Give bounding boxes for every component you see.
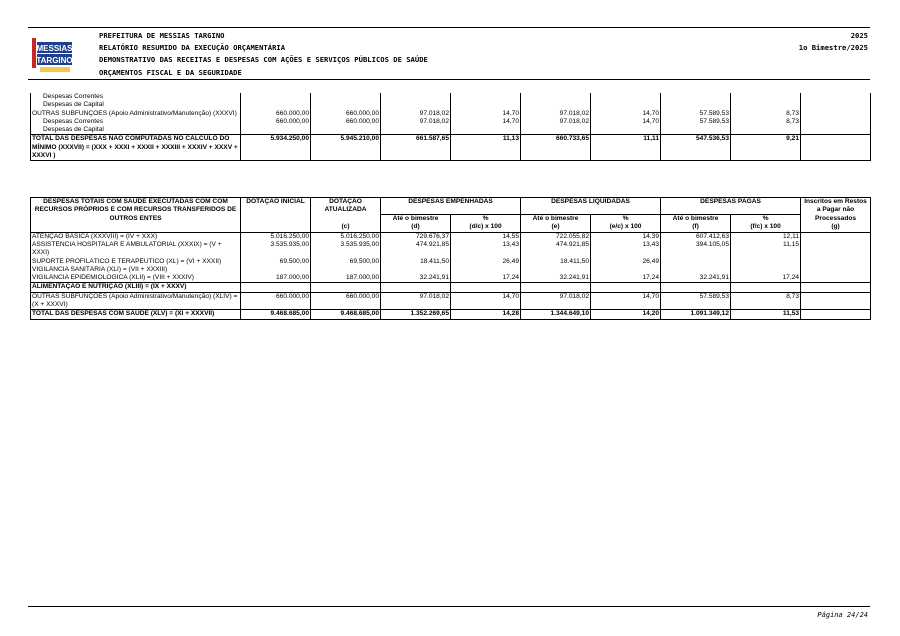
report-title: RELATÓRIO RESUMIDO DA EXECUÇÃO ORÇAMENTÁRIA	[99, 43, 286, 52]
row-value: 474.921,85	[521, 241, 591, 258]
row-value	[801, 118, 871, 126]
row-value	[311, 266, 381, 274]
row-value	[661, 258, 731, 266]
row-value	[381, 126, 451, 135]
row-value	[521, 266, 591, 274]
row-value	[661, 126, 731, 135]
row-value: 187.000,00	[241, 274, 311, 283]
row-value: 187.000,00	[311, 274, 381, 283]
row-value: 14,70	[451, 292, 521, 310]
row-value: 97.018,02	[521, 110, 591, 118]
footer-rule	[28, 606, 870, 607]
total-value	[801, 310, 871, 319]
row-value	[521, 101, 591, 109]
table-row	[31, 274, 871, 283]
total-row	[31, 135, 871, 161]
header-updated-code: (c)	[311, 215, 381, 233]
row-value	[311, 93, 381, 101]
row-label: OUTRAS SUBFUNÇÕES (Apoio Administrativo/Manutenção) (XXXVI)	[31, 110, 241, 118]
total-value: 547.536,53	[661, 135, 731, 161]
table-row	[31, 93, 871, 101]
total-health-expenses-table	[30, 197, 871, 320]
row-value: 14,70	[591, 110, 661, 118]
page-number: Página 24/24	[817, 611, 868, 619]
row-value: 660.000,00	[311, 118, 381, 126]
row-value	[521, 283, 591, 292]
row-value: 13,43	[451, 241, 521, 258]
total-row	[31, 310, 871, 319]
report-year: 2025	[850, 31, 868, 40]
row-label: SUPORTE PROFILÁTICO E TERAPÊUTICO (XL) = (VI + XXXII)	[31, 258, 241, 266]
table-row	[31, 126, 871, 135]
row-value: 722.055,82	[521, 232, 591, 241]
row-value: 729.676,37	[381, 232, 451, 241]
non-computed-expenses-table	[30, 93, 871, 161]
total-value: 11,53	[731, 310, 801, 319]
row-value	[451, 93, 521, 101]
row-value	[591, 93, 661, 101]
row-value: 394.105,05	[661, 241, 731, 258]
table-row	[31, 241, 871, 258]
row-value: 8,73	[731, 292, 801, 310]
row-value: 11,15	[731, 241, 801, 258]
table-row	[31, 110, 871, 118]
row-value	[241, 283, 311, 292]
row-value	[381, 283, 451, 292]
row-value	[661, 101, 731, 109]
row-label: ASSISTÊNCIA HOSPITALAR E AMBULATORIAL (XXXIX) = (V + XXXI)	[31, 241, 241, 258]
header-code-ec: (e/c) x 100	[591, 223, 661, 232]
table-row	[31, 266, 871, 274]
row-value	[241, 126, 311, 135]
row-label: Despesas Correntes	[31, 93, 241, 101]
row-value	[381, 266, 451, 274]
row-value: 97.018,02	[381, 110, 451, 118]
total-label: TOTAL DAS DESPESAS COM SAÚDE (XLV) = (XI + XXXVII)	[31, 310, 241, 319]
row-value: 660.000,00	[311, 292, 381, 310]
row-value	[801, 283, 871, 292]
row-value: 18.411,50	[521, 258, 591, 266]
row-value: 18.411,50	[381, 258, 451, 266]
row-value: 97.018,02	[521, 292, 591, 310]
row-value	[521, 93, 591, 101]
header-committed-pct: %	[451, 215, 521, 224]
row-value	[731, 266, 801, 274]
row-label: VIGILÂNCIA EPIDEMIOLÓGICA (XLII) = (VIII + XXXIV)	[31, 274, 241, 283]
table-row	[31, 258, 871, 266]
municipal-logo	[30, 34, 74, 74]
row-value: 607.412,63	[661, 232, 731, 241]
row-value	[591, 101, 661, 109]
row-value: 474.921,85	[381, 241, 451, 258]
row-value	[311, 101, 381, 109]
total-value: 11,11	[591, 135, 661, 161]
row-value: 97.018,02	[381, 118, 451, 126]
row-value: 32.241,91	[381, 274, 451, 283]
header-paid-pct: %	[731, 215, 801, 224]
row-value: 97.018,02	[381, 292, 451, 310]
total-value: 9.468.685,00	[241, 310, 311, 319]
row-value: 57.589,53	[661, 118, 731, 126]
header-bottom-rule	[28, 79, 870, 80]
row-value	[451, 126, 521, 135]
row-value	[311, 126, 381, 135]
row-value: 8,73	[731, 110, 801, 118]
total-value: 1.344.649,10	[521, 310, 591, 319]
row-value: 3.535.935,00	[311, 241, 381, 258]
row-label: Despesas Correntes	[31, 118, 241, 126]
total-value: 5.945.210,00	[311, 135, 381, 161]
org-name: PREFEITURA DE MESSIAS TARGINO	[99, 31, 225, 40]
table-row	[31, 292, 871, 310]
total-value: 11,13	[451, 135, 521, 161]
row-value	[801, 110, 871, 118]
table-row	[31, 232, 871, 241]
row-label: VIGILÂNCIA SANITÁRIA (XLI) = (VII + XXXIII)	[31, 266, 241, 274]
row-value	[801, 101, 871, 109]
table-row	[31, 118, 871, 126]
svg-text:TARGINO: TARGINO	[36, 56, 73, 65]
row-value: 660.000,00	[311, 110, 381, 118]
row-value: 26,49	[451, 258, 521, 266]
total-value	[801, 135, 871, 161]
row-value	[731, 126, 801, 135]
row-value: 17,24	[731, 274, 801, 283]
row-value	[451, 266, 521, 274]
row-value	[801, 241, 871, 258]
header-updated-allocation: DOTAÇÃO ATUALIZADA	[311, 198, 381, 215]
row-value: 17,24	[451, 274, 521, 283]
row-value: 69.500,00	[311, 258, 381, 266]
header-code-d: (d)	[381, 223, 451, 232]
header-settled: DESPESAS LIQUIDADAS	[521, 198, 661, 215]
row-value	[731, 101, 801, 109]
total-value: 1.352.269,65	[381, 310, 451, 319]
header-paid: DESPESAS PAGAS	[661, 198, 801, 215]
header-committed-ytd: Até o bimestre	[381, 215, 451, 224]
row-value	[731, 258, 801, 266]
row-value: 26,49	[591, 258, 661, 266]
table-row	[31, 101, 871, 109]
row-value	[591, 283, 661, 292]
total-value: 9.468.685,00	[311, 310, 381, 319]
row-value	[591, 266, 661, 274]
row-value: 14,70	[451, 118, 521, 126]
row-value: 660.000,00	[241, 292, 311, 310]
header-unprocessed-payables	[801, 198, 871, 233]
row-value	[241, 93, 311, 101]
report-period: 1o Bimestre/2025	[798, 43, 868, 52]
unprocessed-payables-label: Inscritos em Restos a Pagar não Processados	[804, 198, 867, 222]
row-value: 69.500,00	[241, 258, 311, 266]
row-value: 97.018,02	[521, 118, 591, 126]
header-description: DESPESAS TOTAIS COM SAÚDE EXECUTADAS COM COM RECURSOS PRÓPRIOS E COM RECURSOS TRANSFERIDOS DE OUTROS ENTES	[31, 198, 241, 233]
row-value	[451, 101, 521, 109]
table-row	[31, 283, 871, 292]
row-value: 8,73	[731, 118, 801, 126]
header-code-e: (e)	[521, 223, 591, 232]
row-value: 660.000,00	[241, 110, 311, 118]
unprocessed-payables-code: (g)	[831, 222, 840, 230]
svg-text:MESSIAS: MESSIAS	[36, 44, 73, 53]
row-value: 14,55	[451, 232, 521, 241]
row-value	[381, 101, 451, 109]
total-value: 661.587,65	[381, 135, 451, 161]
total-value: 1.091.349,12	[661, 310, 731, 319]
row-value: 3.535.935,00	[241, 241, 311, 258]
row-label: ALIMENTAÇÃO E NUTRIÇÃO (XLIII) = (IX + XXXV)	[31, 283, 241, 292]
total-value: 660.733,65	[521, 135, 591, 161]
total-value: 14,28	[451, 310, 521, 319]
header-initial-allocation: DOTAÇÃO INICIAL	[241, 198, 311, 233]
budgets-title: ORÇAMENTOS FISCAL E DA SEGURIDADE	[99, 68, 242, 77]
total-value: 14,20	[591, 310, 661, 319]
row-value: 14,70	[451, 110, 521, 118]
row-value	[801, 232, 871, 241]
header-top-rule	[28, 27, 870, 28]
row-value: 5.016.250,00	[311, 232, 381, 241]
row-value	[731, 93, 801, 101]
row-value	[801, 126, 871, 135]
row-value	[801, 258, 871, 266]
row-value: 12,11	[731, 232, 801, 241]
row-value	[661, 266, 731, 274]
total-value: 5.934.250,00	[241, 135, 311, 161]
header-code-f: (f)	[661, 223, 731, 232]
row-value	[381, 93, 451, 101]
row-value: 17,24	[591, 274, 661, 283]
row-value	[241, 101, 311, 109]
header-code-fc: (f/c) x 100	[731, 223, 801, 232]
header-committed: DESPESAS EMPENHADAS	[381, 198, 521, 215]
row-value: 660.000,00	[241, 118, 311, 126]
total-value: 9,21	[731, 135, 801, 161]
row-label: Despesas de Capital	[31, 101, 241, 109]
row-label: Despesas de Capital	[31, 126, 241, 135]
row-value: 5.016.250,00	[241, 232, 311, 241]
row-value: 14,39	[591, 232, 661, 241]
row-value: 32.241,91	[661, 274, 731, 283]
row-value	[241, 266, 311, 274]
row-label: ATENÇÃO BÁSICA (XXXVIII) = (IV + XXX)	[31, 232, 241, 241]
row-value	[801, 274, 871, 283]
row-label: OUTRAS SUBFUNÇÕES (Apoio Administrativo/Manutenção) (XLIV) = (X + XXXVI)	[31, 292, 241, 310]
total-label: TOTAL DAS DESPESAS NÃO COMPUTADAS NO CÁLCULO DO MÍNIMO (XXXVII) = (XXX + XXXI + XXXII + XXXIII + XXXIV + XXXV + XXXVI )	[31, 135, 241, 161]
row-value	[311, 283, 381, 292]
row-value	[661, 93, 731, 101]
row-value: 13,43	[591, 241, 661, 258]
row-value	[801, 266, 871, 274]
row-value	[801, 292, 871, 310]
row-value: 57.589,53	[661, 292, 731, 310]
row-value: 57.589,53	[661, 110, 731, 118]
row-value	[521, 126, 591, 135]
row-value	[801, 93, 871, 101]
row-value	[451, 283, 521, 292]
row-value	[591, 126, 661, 135]
statement-title: DEMONSTRATIVO DAS RECEITAS E DESPESAS COM AÇÕES E SERVIÇOS PÚBLICOS DE SAÚDE	[99, 55, 428, 64]
header-paid-ytd: Até o bimestre	[661, 215, 731, 224]
row-value	[661, 283, 731, 292]
row-value	[731, 283, 801, 292]
header-settled-ytd: Até o bimestre	[521, 215, 591, 224]
row-value: 32.241,91	[521, 274, 591, 283]
header-code-dc: (d/c) x 100	[451, 223, 521, 232]
header-settled-pct: %	[591, 215, 661, 224]
row-value: 14,70	[591, 292, 661, 310]
row-value: 14,70	[591, 118, 661, 126]
